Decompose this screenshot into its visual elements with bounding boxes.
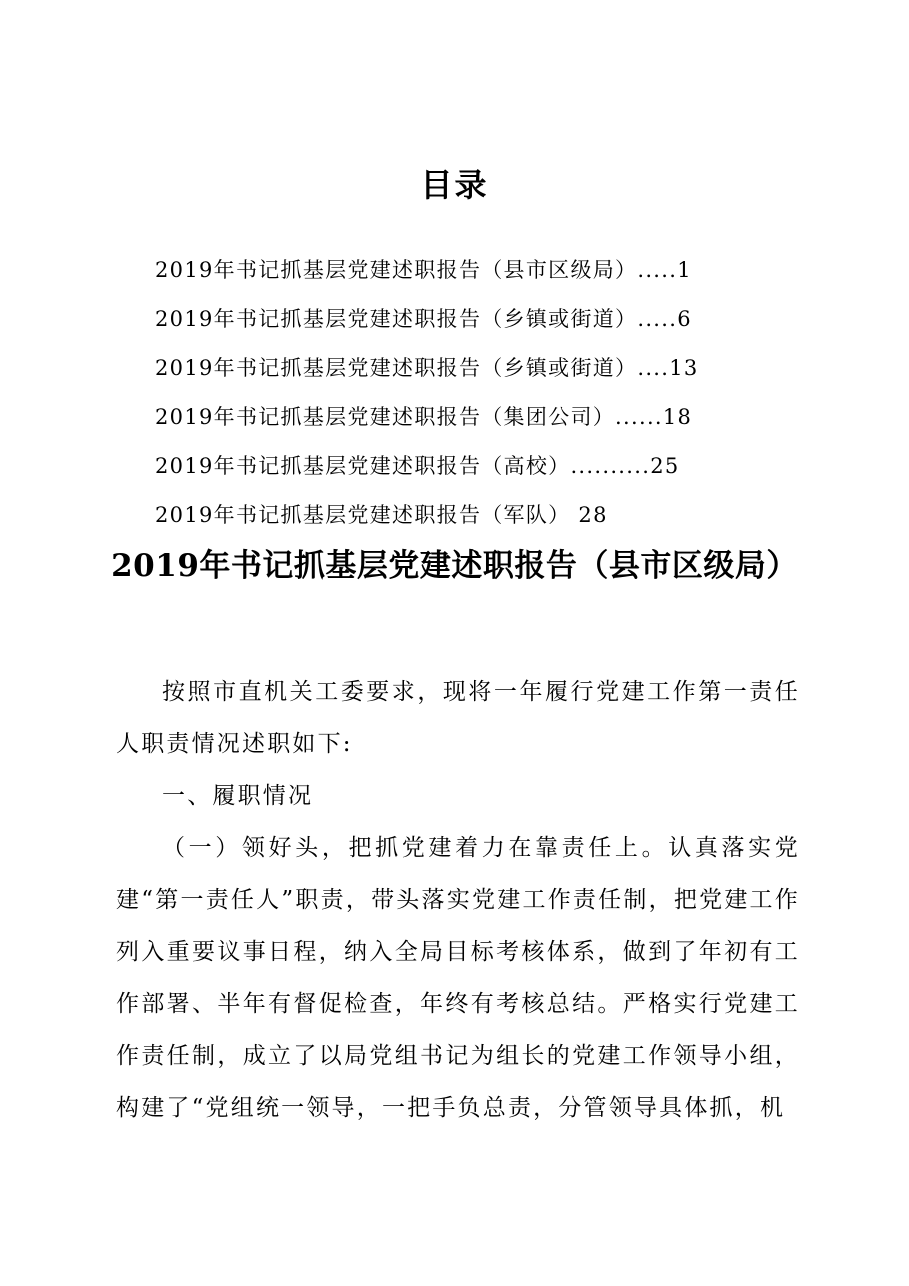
toc-entry[interactable]: 2019年书记抓基层党建述职报告（军队） 28 [155, 503, 608, 527]
toc-entry[interactable]: 2019年书记抓基层党建述职报告（高校）..........25 [155, 454, 680, 478]
report-title: 2019年书记抓基层党建述职报告（县市区级局） [111, 548, 798, 584]
report-body [116, 666, 800, 1134]
body-paragraph: 按照市直机关工委要求，现将一年履行党建工作第一责任人职责情况述职如下: [116, 679, 800, 757]
toc-entry[interactable]: 2019年书记抓基层党建述职报告（乡镇或街道）....13 [155, 356, 699, 380]
section-heading: 一、履职情况 [162, 783, 314, 809]
toc-entry[interactable]: 2019年书记抓基层党建述职报告（乡镇或街道）.....6 [155, 307, 692, 331]
table-of-contents [155, 246, 795, 540]
body-paragraph: （一）领好头，把抓党建着力在靠责任上。认真落实党建“第一责任人”职责，带头落实党建工作责任制，把党建工作列入重要议事日程，纳入全局目标考核体系，做到了年初有工作部署、半年有督促检查，年终有考核总结。严格实行党建工作责任制，成立了以局党组书记为组长的党建工作领导小组，构建了“党组统一领导，一把手负总责，分管领导具体抓，机 [116, 835, 800, 1121]
toc-title: 目录 [420, 166, 489, 204]
toc-entry[interactable]: 2019年书记抓基层党建述职报告（集团公司）......18 [155, 405, 693, 429]
toc-entry[interactable]: 2019年书记抓基层党建述职报告（县市区级局）.....1 [155, 258, 692, 282]
